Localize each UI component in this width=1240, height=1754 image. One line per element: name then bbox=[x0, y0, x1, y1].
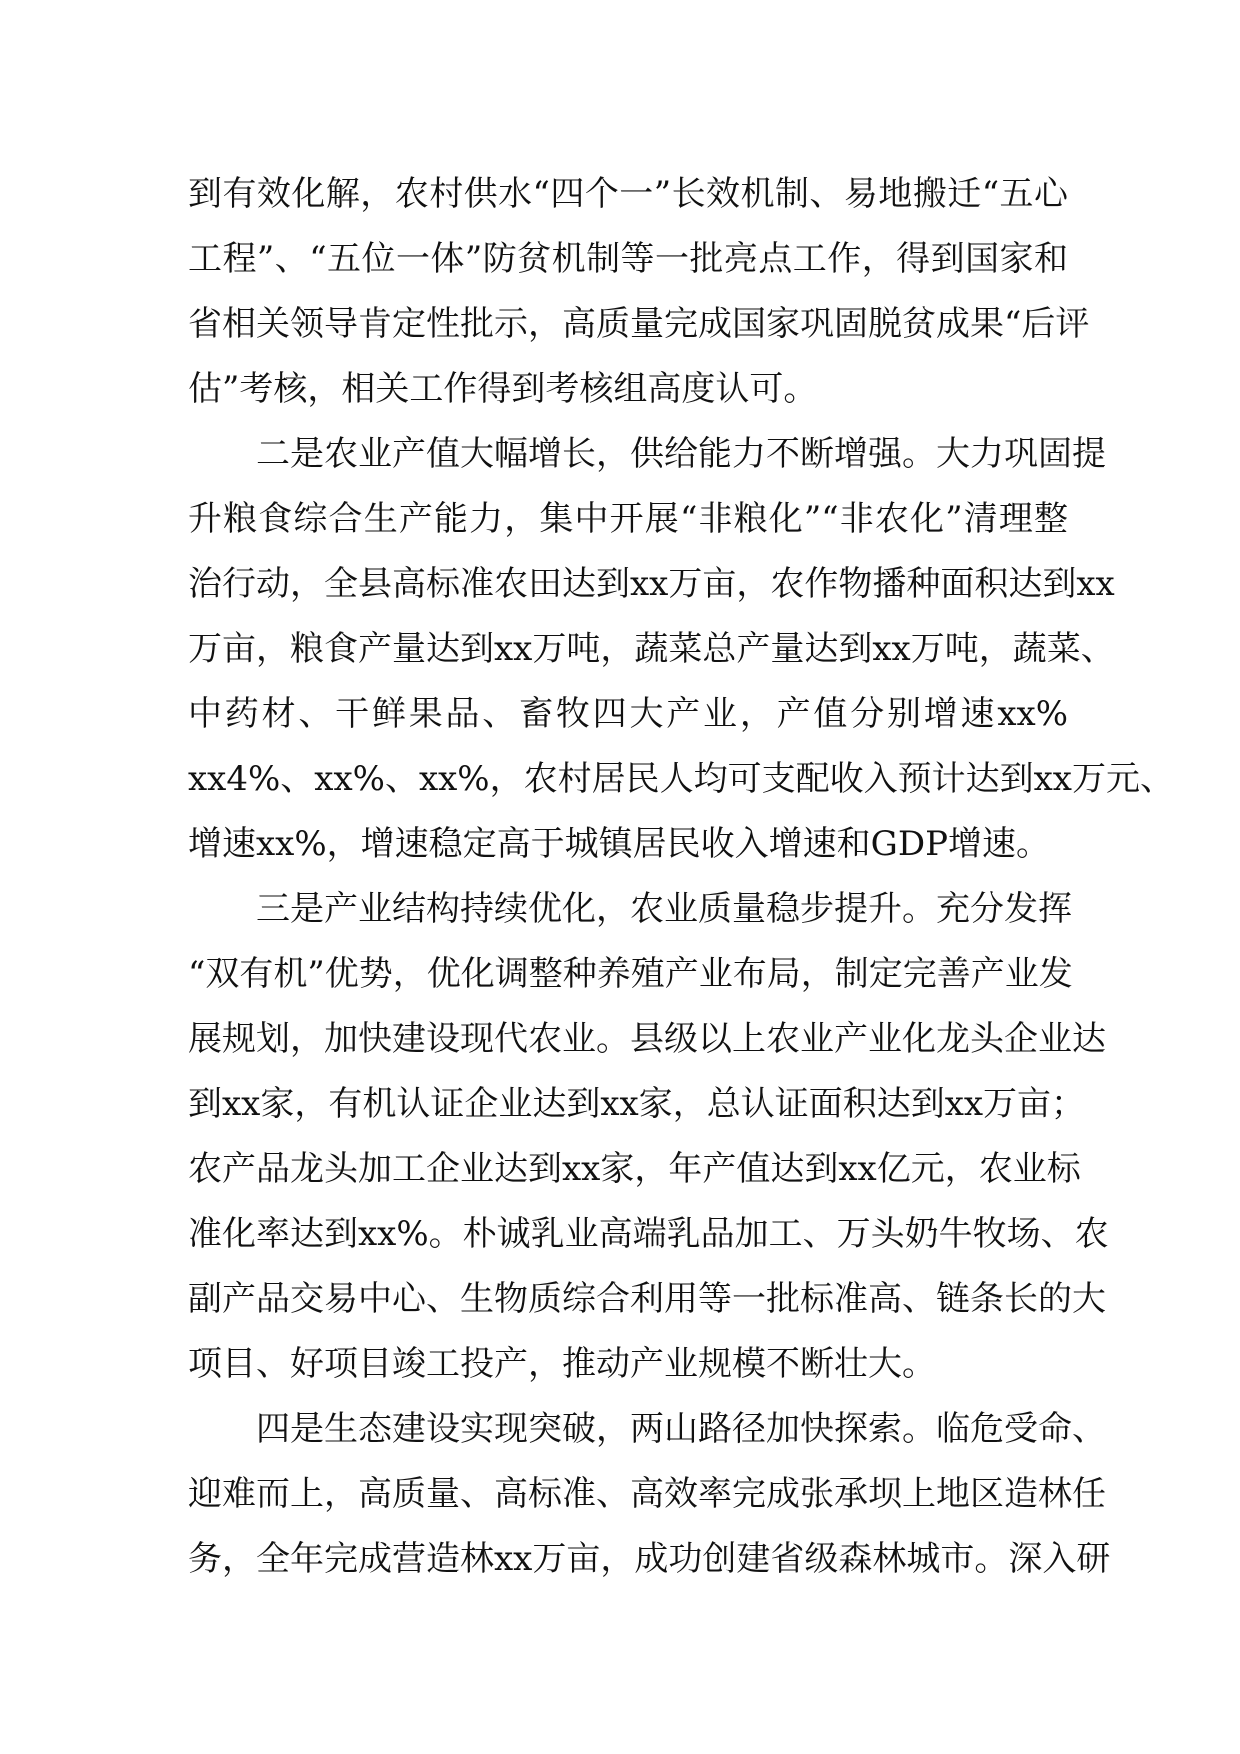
text-line: 估”考核，相关工作得到考核组高度认可。 bbox=[188, 369, 818, 409]
text-line: 工程”、“五位一体”防贫机制等一批亮点工作，得到国家和 bbox=[188, 239, 1068, 279]
text-line: xx4%、xx%、xx%，农村居民人均可支配收入预计达到xx万元、 bbox=[188, 759, 1174, 799]
text-line: 迎难而上，高质量、高标准、高效率完成张承坝上地区造林任 bbox=[188, 1474, 1106, 1514]
body-text bbox=[188, 162, 1174, 1592]
text-line: 准化率达到xx%。朴诚乳业高端乳品加工、万头奶牛牧场、农 bbox=[188, 1214, 1109, 1254]
text-line: 升粮食综合生产能力，集中开展“非粮化”“非农化”清理整 bbox=[188, 499, 1068, 539]
text-line: 到xx家，有机认证企业达到xx家，总认证面积达到xx万亩； bbox=[188, 1084, 1086, 1124]
text-line: 副产品交易中心、生物质综合利用等一批标准高、链条长的大 bbox=[188, 1279, 1106, 1319]
text-line: 务，全年完成营造林xx万亩，成功创建省级森林城市。深入研 bbox=[188, 1539, 1111, 1579]
text-line: 万亩，粮食产量达到xx万吨，蔬菜总产量达到xx万吨，蔬菜、 bbox=[188, 629, 1115, 669]
text-line: 四是生态建设实现突破，两山路径加快探索。临危受命、 bbox=[188, 1409, 1106, 1449]
text-line: 二是农业产值大幅增长，供给能力不断增强。大力巩固提 bbox=[188, 434, 1106, 474]
text-line: 项目、好项目竣工投产，推动产业规模不断壮大。 bbox=[188, 1344, 936, 1384]
text-line: 增速xx%，增速稳定高于城镇居民收入增速和GDP增速。 bbox=[188, 824, 1050, 864]
text-line: 治行动，全县高标准农田达到xx万亩，农作物播种面积达到xx bbox=[188, 564, 1115, 604]
text-line: 三是产业结构持续优化，农业质量稳步提升。充分发挥 bbox=[188, 889, 1072, 929]
text-line: 省相关领导肯定性批示，高质量完成国家巩固脱贫成果“后评 bbox=[188, 304, 1090, 344]
text-line: 展规划，加快建设现代农业。县级以上农业产业化龙头企业达 bbox=[188, 1019, 1106, 1059]
text-line: 到有效化解，农村供水“四个一”长效机制、易地搬迁“五心 bbox=[188, 174, 1068, 214]
text-line: 中药材、干鲜果品、畜牧四大产业，产值分别增速xx% bbox=[188, 694, 1068, 734]
text-line: 农产品龙头加工企业达到xx家，年产值达到xx亿元，农业标 bbox=[188, 1149, 1081, 1189]
text-line: “双有机”优势，优化调整种养殖产业布局，制定完善产业发 bbox=[188, 954, 1073, 994]
